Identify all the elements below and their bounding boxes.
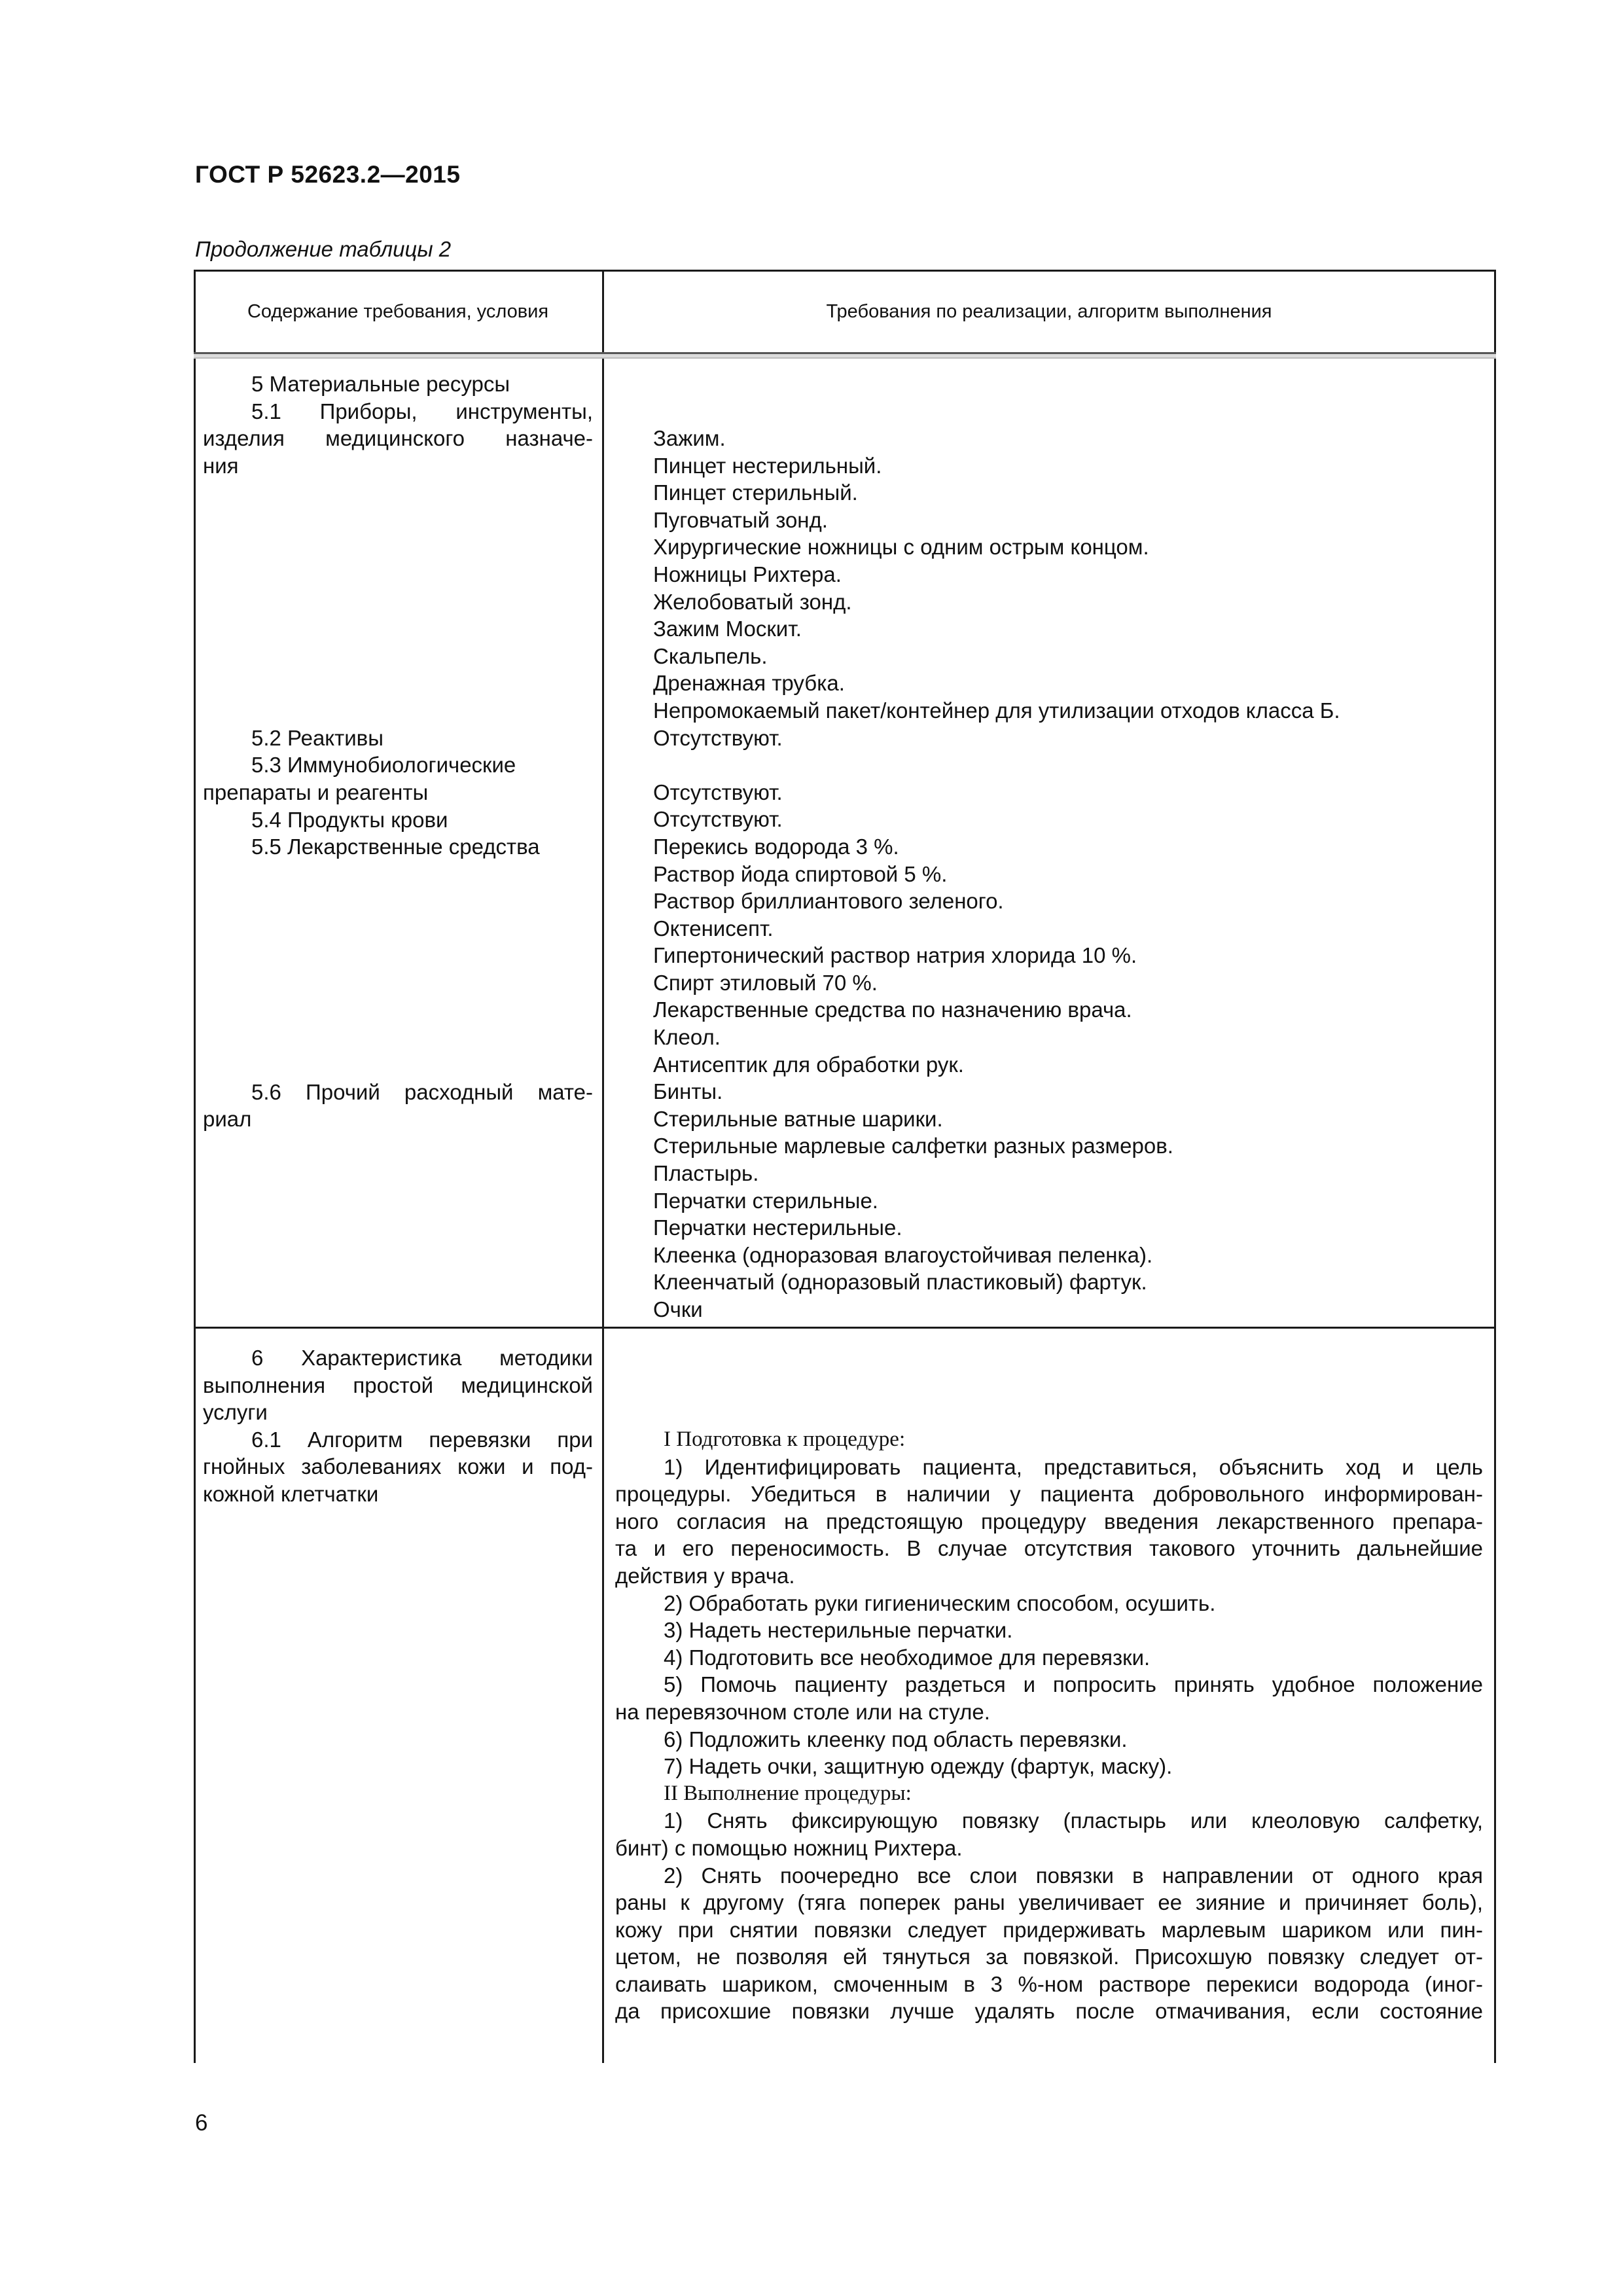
list-item: Бинты. [653, 1079, 723, 1104]
list-item: Октенисепт. [653, 916, 774, 941]
list-item: Стерильные марлевые салфетки разных размеров. [653, 1134, 1173, 1158]
step: 7) Надеть очки, защитную одежду (фартук, маску). [664, 1754, 1173, 1779]
step-heading: II Выполнение процедуры: [664, 1781, 912, 1805]
step-cont: раны к другому (тяга поперек раны увеличивает ее зияние и причиняет боль), [615, 1890, 1483, 1915]
subsection-label: 5.5 Лекарственные средства [251, 834, 540, 859]
subsection-label: 6.1 Алгоритм перевязки при [251, 1427, 593, 1452]
document-title: ГОСТ Р 52623.2—2015 [195, 161, 461, 188]
list-item: Клеол. [653, 1025, 721, 1050]
step-cont: бинт) с помощью ножниц Рихтера. [615, 1835, 963, 1860]
list-item: Дренажная трубка. [653, 671, 845, 696]
list-item: Перчатки стерильные. [653, 1188, 878, 1213]
step-cont: процедуры. Убедиться в наличии у пациента добровольного информирован- [615, 1482, 1483, 1507]
section-heading-cont: услуги [203, 1400, 268, 1425]
step-cont: слаивать шариком, смоченным в 3 %-ном растворе перекиси водорода (иног- [615, 1971, 1483, 1996]
list-item: Пластырь. [653, 1161, 759, 1186]
list-item: Лекарственные средства по назначению врача. [653, 997, 1132, 1022]
page-number: 6 [195, 2110, 208, 2136]
list-item: Раствор бриллиантового зеленого. [653, 889, 1004, 914]
step: 1) Снять фиксирующую повязку (пластырь или клеоловую салфетку, [664, 1808, 1483, 1833]
row-separator [194, 1327, 1496, 1329]
section5-left [203, 370, 593, 1133]
list-item: Гипертонический раствор натрия хлорида 10 %. [653, 943, 1137, 968]
section-heading: 5 Материальные ресурсы [251, 372, 510, 396]
requirements-table [194, 270, 1496, 2063]
list-item: Пинцет нестерильный. [653, 453, 882, 478]
step: 5) Помочь пациенту раздеться и попросить принять удобное положение [664, 1672, 1483, 1697]
subsection-label: 5.6 Прочий расходный мате- [251, 1079, 593, 1104]
section6-right [615, 1426, 1483, 2025]
list-item: Спирт этиловый 70 %. [653, 970, 878, 995]
step: 2) Обработать руки гигиеническим способом, осушить. [664, 1590, 1216, 1615]
section-heading: 6 Характеристика методики [251, 1346, 593, 1370]
column-header-conditions: Содержание требования, условия [247, 301, 549, 322]
subsection-label-cont: кожной клетчатки [203, 1481, 379, 1506]
list-item: Ножницы Рихтера. [653, 562, 842, 586]
step: 3) Надеть нестерильные перчатки. [664, 1618, 1013, 1643]
list-item: Пинцет стерильный. [653, 480, 858, 505]
list-item: Отсутствуют. [653, 725, 783, 750]
list-item: Пуговчатый зонд. [653, 507, 828, 532]
subsection-label: 5.4 Продукты крови [251, 807, 448, 832]
subsection-label: 5.2 Реактивы [251, 725, 383, 750]
step: 1) Идентифицировать пациента, представиться, объяснить ход и цель [664, 1454, 1483, 1479]
list-item: Отсутствуют. [653, 780, 783, 804]
list-item: Зажим. [653, 426, 726, 450]
list-item: Перчатки нестерильные. [653, 1215, 902, 1240]
step-cont: да присохшие повязки лучше удалять после отмачивания, если состояние [615, 1999, 1483, 2024]
step-heading: I Подготовка к процедуре: [664, 1427, 906, 1451]
list-item: Отсутствуют. [653, 807, 783, 832]
step-cont: на перевязочном столе или на стуле. [615, 1699, 990, 1724]
step: 4) Подготовить все необходимое для перевязки. [664, 1645, 1150, 1670]
column-divider [602, 270, 604, 2063]
table-top-border [194, 270, 1496, 272]
list-item: Перекись водорода 3 %. [653, 834, 899, 859]
subsection-label-cont: риал [203, 1107, 252, 1132]
list-item: Скальпель. [653, 643, 768, 668]
table-right-border [1494, 270, 1496, 2063]
step: 6) Подложить клеенку под область перевязки. [664, 1727, 1128, 1751]
list-item: Клеенчатый (одноразовый пластиковый) фартук. [653, 1270, 1147, 1295]
list-item: Очки [653, 1297, 703, 1321]
step-cont: кожу при снятии повязки следует придерживать марлевым шариком или пин- [615, 1917, 1483, 1942]
subsection-label-cont: изделия медицинского назначе- [203, 426, 593, 451]
table-caption: Продолжение таблицы 2 [195, 237, 452, 261]
list-item: Непромокаемый пакет/контейнер для утилизации отходов класса Б. [653, 698, 1340, 723]
list-item: Раствор йода спиртовой 5 %. [653, 861, 948, 886]
step-cont: цетом, не позволяя ей тянуться за повязкой. Присохшую повязку следует от- [615, 1945, 1483, 1969]
list-item: Стерильные ватные шарики. [653, 1106, 943, 1131]
subsection-label-cont: гнойных заболеваниях кожи и под- [203, 1454, 593, 1479]
column-header-algorithm: Требования по реализации, алгоритм выполнения [826, 301, 1272, 322]
table-left-border [194, 270, 196, 1336]
step-cont: та и его переносимость. В случае отсутствия такового уточнить дальнейшие [615, 1536, 1483, 1561]
subsection-label-cont: ния [203, 453, 239, 478]
table-left-border-continued [194, 1336, 196, 2063]
section-heading-cont: выполнения простой медицинской [203, 1372, 593, 1397]
subsection-label: 5.3 Иммунобиологические [251, 753, 516, 778]
subsection-label: 5.1 Приборы, инструменты, [251, 399, 593, 423]
header-separator [194, 352, 1496, 359]
step-cont: действия у врача. [615, 1563, 795, 1588]
list-item: Антисептик для обработки рук. [653, 1052, 964, 1077]
section6-left [203, 1344, 593, 1508]
section5-right [653, 425, 1482, 1323]
subsection-label-cont: препараты и реагенты [203, 780, 429, 804]
list-item: Зажим Москит. [653, 617, 802, 641]
list-item: Клеенка (одноразовая влагоустойчивая пеленка). [653, 1242, 1153, 1267]
step: 2) Снять поочередно все слои повязки в направлении от одного края [664, 1863, 1483, 1888]
step-cont: ного согласия на предстоящую процедуру введения лекарственного препара- [615, 1509, 1483, 1534]
list-item: Хирургические ножницы с одним острым концом. [653, 535, 1149, 560]
list-item: Желобоватый зонд. [653, 589, 852, 614]
